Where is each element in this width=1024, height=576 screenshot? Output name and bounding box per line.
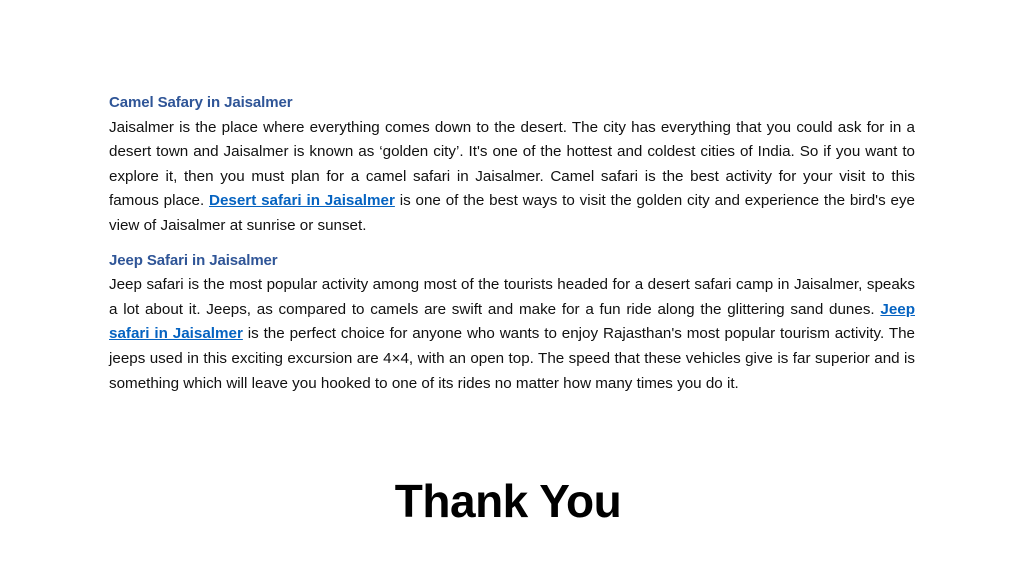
desert-safari-link[interactable]: Desert safari in Jaisalmer bbox=[209, 192, 395, 210]
camel-safari-section bbox=[109, 91, 915, 239]
jeep-safari-paragraph bbox=[109, 273, 915, 396]
thank-you-title: Thank You bbox=[394, 475, 622, 527]
jeep-safari-section bbox=[109, 249, 915, 397]
jeep-safari-text-end: is the perfect choice for anyone who wants to enjoy Rajasthan's most popular tourism activity. The jeeps used in this exciting excursion are 4×4, with an open top. The speed that these vehicles give is far superior and is something which will leave you hooked to one of its rides no matter how many times you do it. bbox=[109, 325, 915, 392]
jeep-safari-text: Jeep safari is the most popular activity among most of the tourists headed for a desert safari camp in Jaisalmer, speaks a lot about it. Jeeps, as compared to camels are swift and make for a fun ride along the glittering sand dunes. bbox=[109, 276, 915, 318]
camel-safari-text: Jaisalmer is the place where everything comes down to the desert. The city has everything that you could ask for in a desert town and Jaisalmer is known as ‘golden city’. It's one of the hottest and coldest cities of India. So if you want to explore it, then you must plan for a camel safari in Jaisalmer. Camel safari is the best activity for your visit to this famous place. bbox=[109, 118, 915, 210]
camel-safari-paragraph bbox=[109, 116, 915, 239]
camel-safari-heading: Camel Safary in Jaisalmer bbox=[109, 94, 293, 111]
jeep-safari-heading: Jeep Safari in Jaisalmer bbox=[109, 251, 278, 269]
slide-content bbox=[109, 91, 915, 396]
jeep-safari-link[interactable]: Jeep safari in Jaisalmer bbox=[109, 300, 915, 343]
camel-safari-text-end: is one of the best ways to visit the golden city and experience the bird's eye view of Jaisalmer at sunrise or sunset. bbox=[109, 192, 915, 234]
